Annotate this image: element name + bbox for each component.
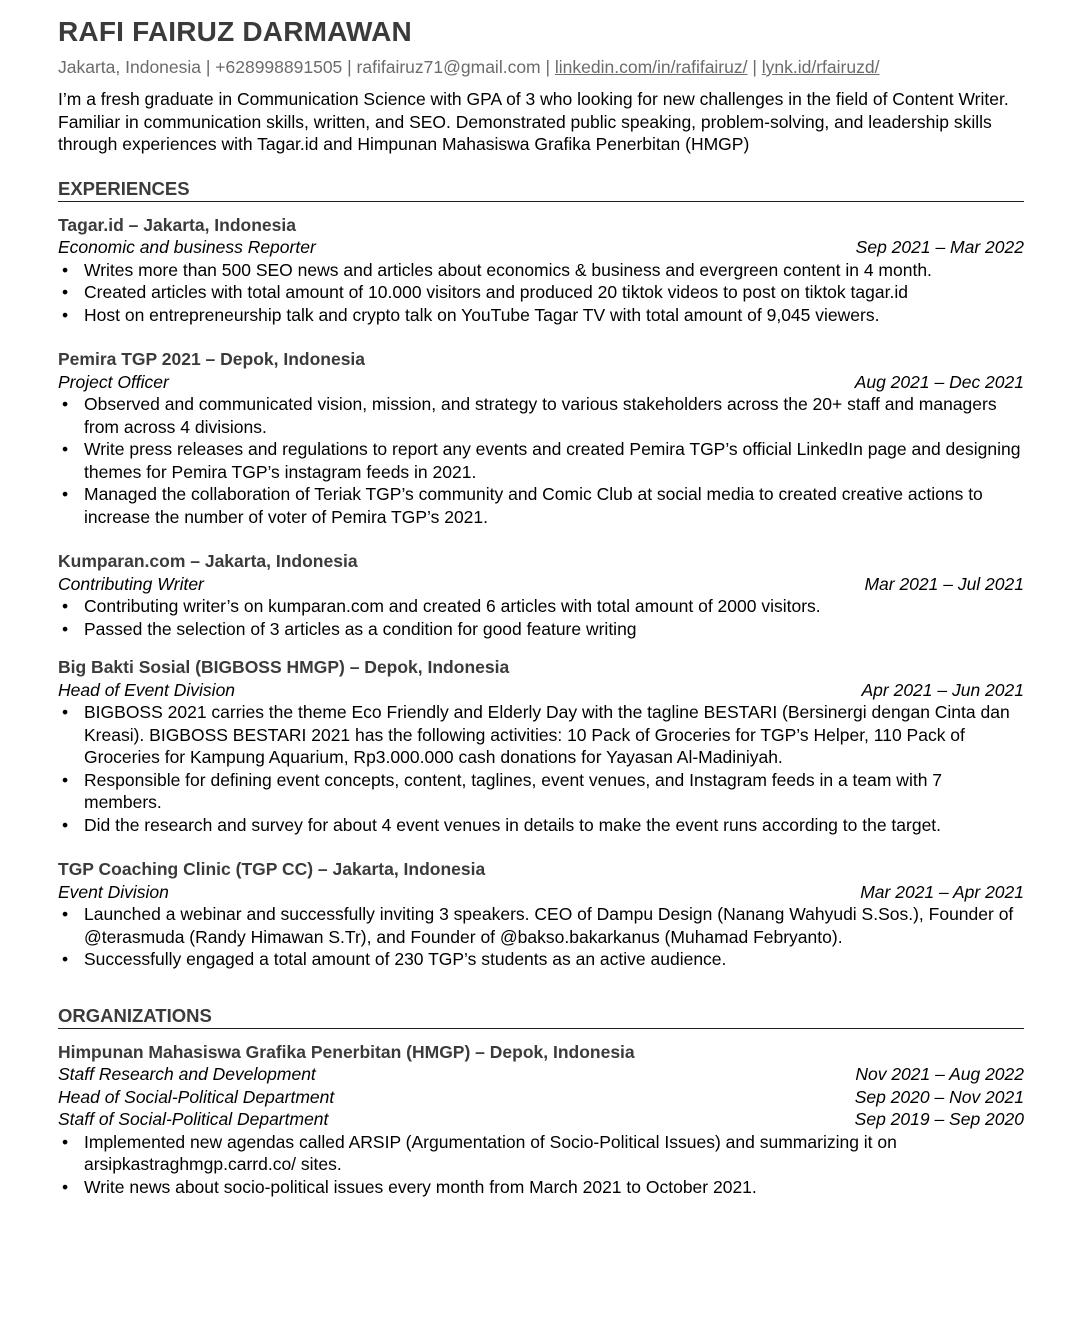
experience-entry-tagar: [58, 214, 1024, 327]
experience-role: Project Officer: [58, 371, 169, 392]
bullet-item: • Contributing writer’s on kumparan.com and created 6 articles with total amount of 2000 visitors.: [58, 595, 1024, 618]
bullet-item: • Passed the selection of 3 articles as a condition for good feature writing: [58, 618, 1024, 641]
experience-entry-tgpcc: [58, 858, 1024, 971]
organization-role: Staff Research and Development: [58, 1064, 316, 1084]
bullet-item: • Launched a webinar and successfully inviting 3 speakers. CEO of Dampu Design (Nanang Wahyudi S.Sos.), Founder of @terasmuda (Randy Himawan S.Tr), and Founder of @bakso.bakarkanus (Muhamad Febryanto).: [58, 903, 1024, 948]
experience-date: Mar 2021 – Jul 2021: [864, 573, 1024, 594]
experience-date: Apr 2021 – Jun 2021: [861, 679, 1024, 700]
experience-org: Kumparan.com – Jakarta, Indonesia: [58, 551, 358, 571]
bullet-item: • Managed the collaboration of Teriak TGP’s community and Comic Club at social media to created creative actions to increase the number of voter of Pemira TGP’s 2021.: [58, 483, 1024, 528]
bullet-item: • BIGBOSS 2021 carries the theme Eco Friendly and Elderly Day with the tagline BESTARI (Bersinergi dengan Cinta dan Kreasi). BIGBOSS BESTARI 2021 has the following activities: 10 Pack of Groceries for TGP’s Helper, 110 Pack of Groceries for Kampung Aquarium, Rp3.000.000 cash donations for Yayasan Al-Madiniyah.: [58, 701, 1024, 769]
experience-role-row: [58, 881, 1024, 904]
bullet-item: • Did the research and survey for about 4 event venues in details to make the event runs according to the target.: [58, 814, 1024, 837]
summary-paragraph: I’m a fresh graduate in Communication Science with GPA of 3 who looking for new challenges in the field of Content Writer. Familiar in communication skills, written, and SEO. Demonstrated public speaking, problem-solving, and leadership skills through experiences with Tagar.id and Himpunan Mahasiswa Grafika Penerbitan (HMGP): [58, 89, 1009, 154]
organization-bullets: [58, 1131, 1024, 1199]
experience-role-row: [58, 371, 1024, 394]
experience-entry-pemira: [58, 348, 1024, 528]
experience-role-row: [58, 236, 1024, 259]
experience-role: Contributing Writer: [58, 573, 204, 594]
bullet-item: • Responsible for defining event concepts, content, taglines, event venues, and Instagram feeds in a team with 7 members.: [58, 769, 1024, 814]
organization-role-row: [58, 1086, 1024, 1109]
experience-entry-bigboss: [58, 656, 1024, 836]
experience-org: Pemira TGP 2021 – Depok, Indonesia: [58, 349, 366, 369]
experience-date: Sep 2021 – Mar 2022: [855, 237, 1024, 257]
organization-role-row: [58, 1108, 1024, 1131]
experience-role: Event Division: [58, 881, 169, 902]
bullet-item: • Successfully engaged a total amount of 230 TGP’s students as an active audience.: [58, 948, 1024, 971]
linkedin-link[interactable]: linkedin.com/in/rafifairuz/: [554, 57, 748, 77]
organization-role: Head of Social-Political Department: [58, 1086, 335, 1107]
organizations-heading: ORGANIZATIONS: [58, 1005, 1024, 1029]
experience-bullets: [58, 595, 1024, 640]
bullet-item: • Write news about socio-political issues every month from March 2021 to October 2021.: [58, 1176, 1024, 1199]
organization-org: Himpunan Mahasiswa Grafika Penerbitan (HMGP) – Depok, Indonesia: [58, 1041, 635, 1062]
experience-org: TGP Coaching Clinic (TGP CC) – Jakarta, Indonesia: [58, 859, 486, 879]
experience-bullets: [58, 259, 1024, 327]
experience-role: Economic and business Reporter: [58, 237, 316, 257]
organization-entry-hmgp: [58, 1041, 1024, 1199]
experience-org: Big Bakti Sosial (BIGBOSS HMGP) – Depok, Indonesia: [58, 657, 510, 677]
experience-role-row: [58, 573, 1024, 596]
experiences-heading: EXPERIENCES: [58, 178, 1024, 202]
bullet-item: • Created articles with total amount of 10.000 visitors and produced 20 tiktok videos to post on tiktok tagar.id: [58, 281, 1024, 304]
organization-date: Sep 2020 – Nov 2021: [854, 1086, 1024, 1107]
experience-date: Mar 2021 – Apr 2021: [860, 881, 1024, 902]
experience-role: Head of Event Division: [58, 679, 236, 700]
experience-entry-kumparan: [58, 550, 1024, 640]
organization-role-row: [58, 1063, 1024, 1086]
experience-bullets: [58, 701, 1024, 836]
bullet-item: • Write press releases and regulations to report any events and created Pemira TGP’s official LinkedIn page and designing themes for Pemira TGP’s instagram feeds in 2021.: [58, 438, 1024, 483]
experience-bullets: [58, 903, 1024, 971]
experience-date: Aug 2021 – Dec 2021: [854, 371, 1024, 392]
bullet-item: • Observed and communicated vision, mission, and strategy to various stakeholders across the 20+ staff and managers from across 4 divisions.: [58, 393, 1024, 438]
bullet-item: • Host on entrepreneurship talk and crypto talk on YouTube Tagar TV with total amount of 9,045 viewers.: [58, 304, 1024, 327]
contact-line: [58, 56, 1024, 78]
candidate-name: RAFI FAIRUZ DARMAWAN: [58, 16, 412, 47]
experience-org: Tagar.id – Jakarta, Indonesia: [58, 214, 296, 235]
organization-date: Sep 2019 – Sep 2020: [854, 1109, 1024, 1129]
experience-role-row: [58, 679, 1024, 702]
lynk-link[interactable]: lynk.id/rfairuzd/: [761, 57, 880, 77]
organization-date: Nov 2021 – Aug 2022: [855, 1064, 1024, 1084]
bullet-item: • Implemented new agendas called ARSIP (Argumentation of Socio-Political Issues) and summarizing it on arsipkastraghmgp.carrd.co/ sites.: [58, 1131, 1024, 1176]
contact-details: Jakarta, Indonesia | +628998891505 | rafifairuz71@gmail.com |: [58, 57, 555, 77]
bullet-item: • Writes more than 500 SEO news and articles about economics & business and evergreen content in 4 month.: [58, 259, 1024, 282]
experience-bullets: [58, 393, 1024, 528]
contact-separator: |: [747, 57, 762, 77]
organization-role: Staff of Social-Political Department: [58, 1109, 329, 1129]
